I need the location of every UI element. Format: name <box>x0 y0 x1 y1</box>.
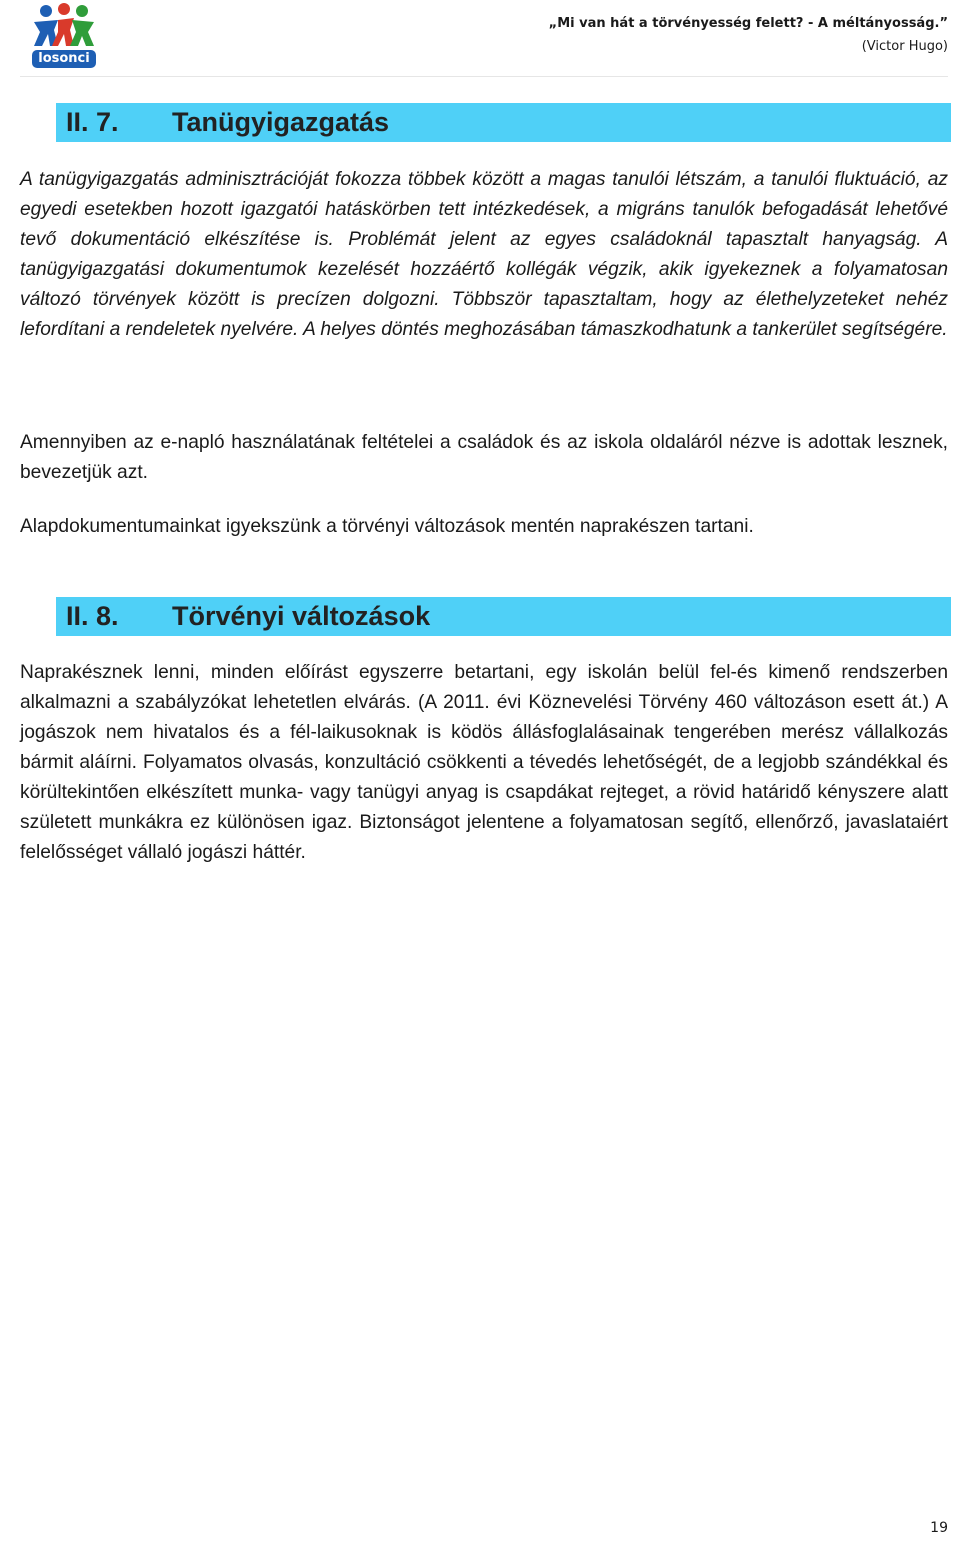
quote-text: „Mi van hát a törvényesség felett? - A méltányosság.” <box>548 16 948 31</box>
paragraph: Naprakésznek lenni, minden előírást egyszerre betartani, egy iskolán belül fel-és kimenő rendszerben alkalmazni a szabályzókat lehetetlen elvárás. (A 2011. évi Köznevelési Törvény 460 változáson esett át.) A jogászok nem hivatalos és a fél-laikusoknak is ködös állásfoglalásainak tengerében merész vállalkozás bármit aláírni. Folyamatos olvasás, konzultáció csökkenti a tévedés lehetőségét, de a legjobb szándékkal és körültekintően elkészített munka- vagy tanügyi anyag is csapdákat rejteget, a rövid határidő kényszere alatt született munkákra ez különösen igaz. Biztonságot jelentene a folyamatosan segítő, ellenőrző, javaslataiért felelősséget vállaló jogászi háttér. <box>20 662 948 863</box>
page-number: 19 <box>930 1520 948 1536</box>
section-heading-8 <box>56 597 951 636</box>
logo-text: losonci <box>38 51 90 66</box>
paragraph: Amennyiben az e-napló használatának feltételei a családok és az iskola oldaláról nézve is adottak lesznek, bevezetjük azt. <box>20 432 948 483</box>
section-title: Tanügyigazgatás <box>172 107 390 137</box>
section-number: II. 7. <box>66 107 119 137</box>
header-divider <box>20 76 948 77</box>
school-logo <box>28 2 100 70</box>
section-title: Törvényi változások <box>172 601 431 631</box>
quote-author: (Victor Hugo) <box>861 39 948 54</box>
section-number: II. 8. <box>66 601 119 631</box>
header-quote <box>549 12 948 58</box>
paragraph: A tanügyigazgatás adminisztrációját fokozza többek között a magas tanulói létszám, a tanulói fluktuáció, az egyedi esetekben hozott igazgatói hatáskörben tett intézkedések, a migráns tanulók befogadását lehetővé tevő dokumentáció elkészítése is. Problémát jelent az egyes családoknál tapasztalt hanyagság. A tanügyigazgatási dokumentumok kezelését hozzáértő kollégák végzik, akik igyekeznek a folyamatosan változó törvények között is precízen dolgozni. Többször tapasztaltam, hogy az élethelyzeteket nehéz lefordítani a rendeletek nyelvére. A helyes döntés meghozásában támaszkodhatunk a tankerület segítségére. <box>20 169 948 340</box>
section-heading-7 <box>56 103 951 142</box>
paragraph: Alapdokumentumainkat igyekszünk a törvényi változások mentén naprakészen tartani. <box>20 516 754 537</box>
